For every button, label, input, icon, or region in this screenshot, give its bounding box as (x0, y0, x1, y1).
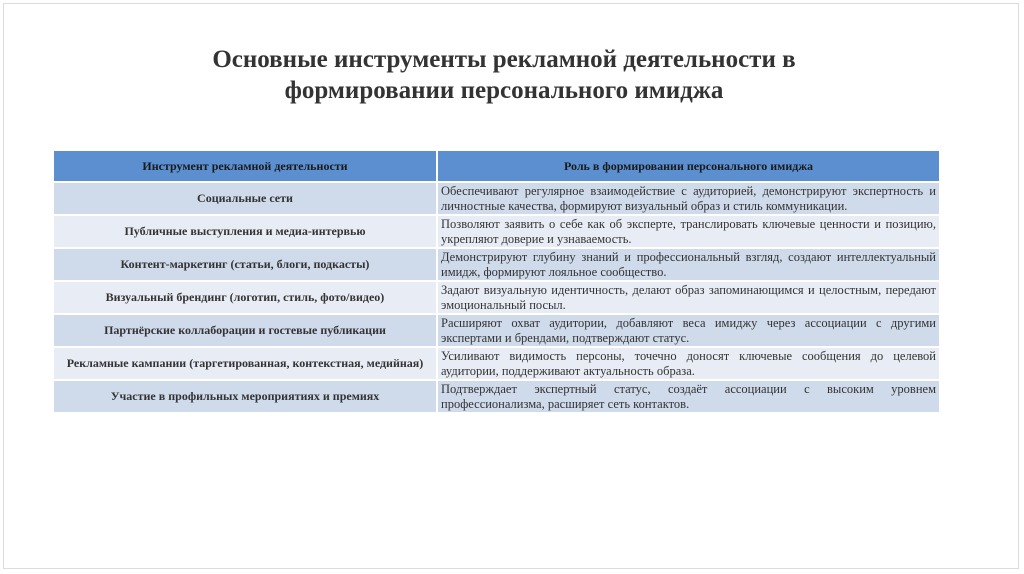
role-cell: Задают визуальную идентичность, делают образ запоминающимся и целостным, передают эмоциональный посыл. (437, 281, 939, 314)
header-tool: Инструмент рекламной деятельности (54, 151, 437, 182)
tool-cell: Партнёрские коллаборации и гостевые публикации (54, 314, 437, 347)
tool-cell: Участие в профильных мероприятиях и премиях (54, 380, 437, 412)
title-line-2: формировании персонального имиджа (284, 77, 724, 104)
table-row (54, 380, 939, 412)
slide-title (4, 44, 1004, 106)
table-row (54, 281, 939, 314)
tool-cell: Контент-маркетинг (статьи, блоги, подкасты) (54, 248, 437, 281)
role-cell: Усиливают видимость персоны, точечно доносят ключевые сообщения до целевой аудитории, поддерживают актуальность образа. (437, 347, 939, 380)
table-row (54, 248, 939, 281)
role-cell: Расширяют охват аудитории, добавляют веса имиджу через ассоциации с другими экспертами и брендами, подтверждают статус. (437, 314, 939, 347)
table-row (54, 215, 939, 248)
tool-cell: Рекламные кампании (таргетированная, контекстная, медийная) (54, 347, 437, 380)
tool-cell: Социальные сети (54, 182, 437, 215)
tool-cell: Визуальный брендинг (логотип, стиль, фото/видео) (54, 281, 437, 314)
title-line-1: Основные инструменты рекламной деятельности в (212, 46, 796, 73)
tool-cell: Публичные выступления и медиа-интервью (54, 215, 437, 248)
table-row (54, 347, 939, 380)
role-cell: Демонстрируют глубину знаний и профессиональный взгляд, создают интеллектуальный имидж, формируют лояльное сообщество. (437, 248, 939, 281)
table-row (54, 182, 939, 215)
tools-table (54, 151, 939, 412)
role-cell: Позволяют заявить о себе как об эксперте, транслировать ключевые ценности и позицию, укрепляют доверие и узнаваемость. (437, 215, 939, 248)
role-cell: Подтверждает экспертный статус, создаёт ассоциации с высоким уровнем профессионализма, расширяет сеть контактов. (437, 380, 939, 412)
table-row (54, 314, 939, 347)
role-cell: Обеспечивают регулярное взаимодействие с аудиторией, демонстрируют экспертность и личностные качества, формируют визуальный образ и стиль коммуникации. (437, 182, 939, 215)
table-header-row (54, 151, 939, 182)
header-role: Роль в формировании персонального имиджа (437, 151, 939, 182)
